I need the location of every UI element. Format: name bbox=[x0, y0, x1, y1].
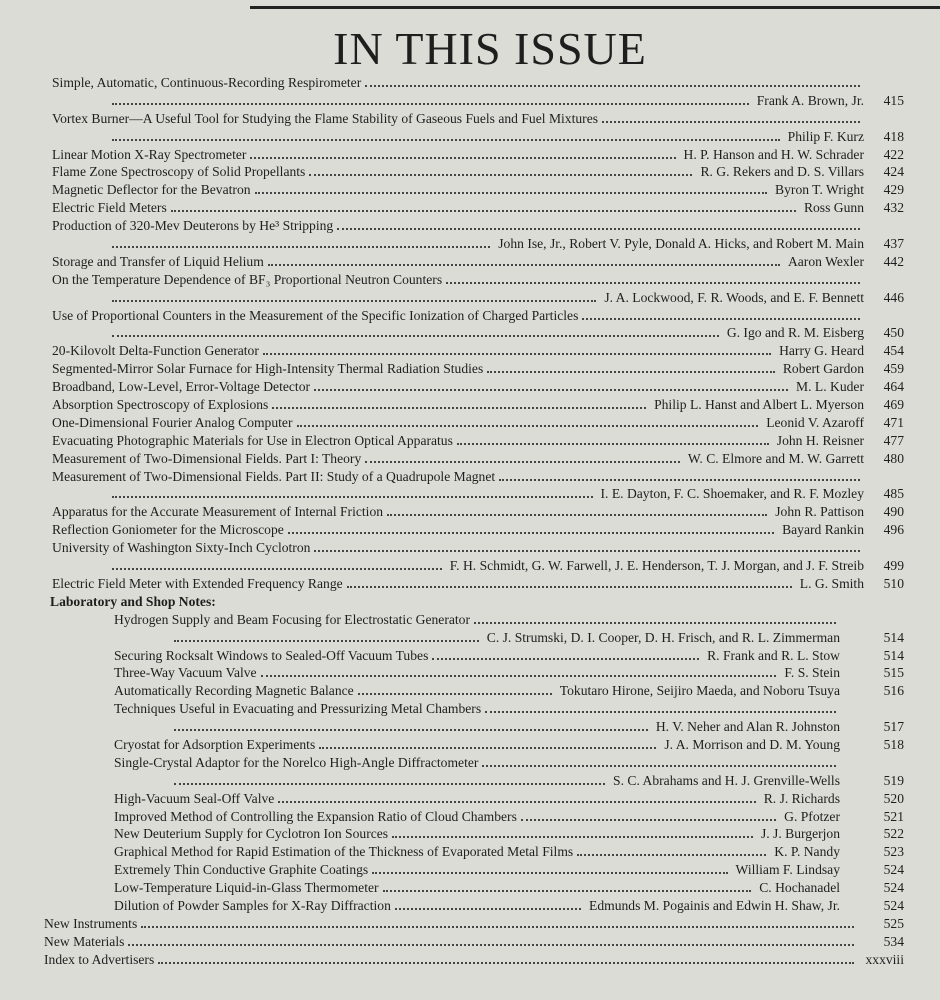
entry-title[interactable]: High-Vacuum Seal-Off Valve bbox=[114, 790, 275, 806]
entry-author: S. C. Abrahams and H. J. Grenville-Wells bbox=[609, 772, 840, 790]
entry-title[interactable]: Single-Crystal Adaptor for the Norelco High-Angle Diffractometer bbox=[114, 754, 479, 770]
toc-entry bbox=[44, 342, 904, 360]
entry-author: Harry G. Heard bbox=[775, 342, 864, 360]
toc-entry-author-row bbox=[44, 557, 904, 575]
entry-title[interactable]: Broadband, Low-Level, Error-Voltage Detector bbox=[52, 379, 311, 395]
dot-leader bbox=[272, 407, 646, 409]
dot-leader bbox=[365, 461, 680, 463]
dot-leader bbox=[395, 908, 581, 910]
entry-title[interactable]: One-Dimensional Fourier Analog Computer bbox=[52, 414, 293, 430]
page-title: IN THIS ISSUE bbox=[333, 23, 647, 74]
entry-page: xxxviii bbox=[865, 951, 904, 967]
dot-leader bbox=[457, 443, 769, 445]
entry-author: John R. Pattison bbox=[771, 503, 864, 521]
entry-title[interactable]: Flame Zone Spectroscopy of Solid Propellants bbox=[52, 164, 306, 180]
entry-page: 490 bbox=[883, 504, 904, 520]
dot-leader bbox=[582, 318, 860, 320]
entry-page: 480 bbox=[883, 450, 904, 466]
entry-author: M. L. Kuder bbox=[792, 378, 864, 396]
entry-page: 516 bbox=[883, 683, 904, 699]
toc-entry-title-row bbox=[44, 110, 904, 128]
entry-title[interactable]: New Deuterium Supply for Cyclotron Ion Sources bbox=[114, 826, 389, 842]
entry-page: 520 bbox=[883, 790, 904, 806]
dot-leader bbox=[112, 496, 593, 498]
entry-author: H. V. Neher and Alan R. Johnston bbox=[652, 718, 840, 736]
entry-page: 422 bbox=[883, 146, 904, 162]
entry-title[interactable]: Securing Rocksalt Windows to Sealed-Off Vacuum Tubes bbox=[114, 647, 429, 663]
toc-entry bbox=[44, 146, 904, 164]
toc-entry bbox=[44, 790, 904, 808]
entry-page: 415 bbox=[883, 92, 904, 108]
dot-leader bbox=[387, 514, 767, 516]
dot-leader bbox=[383, 890, 752, 892]
toc-entry bbox=[44, 897, 904, 915]
entry-title[interactable]: Reflection Goniometer for the Microscope bbox=[52, 522, 284, 538]
entry-author: Edmunds M. Pogainis and Edwin H. Shaw, Jr. bbox=[585, 897, 840, 915]
dot-leader bbox=[521, 819, 776, 821]
toc-entry bbox=[44, 396, 904, 414]
toc-entry-author-row bbox=[44, 324, 904, 342]
dot-leader bbox=[112, 300, 596, 302]
dot-leader bbox=[314, 550, 860, 552]
toc-entry-title-row bbox=[44, 271, 904, 289]
entry-title[interactable]: Segmented-Mirror Solar Furnace for High-Intensity Thermal Radiation Studies bbox=[52, 361, 484, 377]
entry-author: J. A. Lockwood, F. R. Woods, and E. F. Bennett bbox=[600, 289, 864, 307]
entry-author: John Ise, Jr., Robert V. Pyle, Donald A. Hicks, and Robert M. Main bbox=[494, 235, 864, 253]
entry-author: L. G. Smith bbox=[796, 575, 864, 593]
entry-title[interactable]: Automatically Recording Magnetic Balance bbox=[114, 683, 354, 699]
dot-leader bbox=[268, 264, 780, 266]
entry-author: Leonid V. Azaroff bbox=[762, 414, 864, 432]
entry-author: G. Pfotzer bbox=[780, 808, 840, 826]
toc-entry-title-row bbox=[44, 539, 904, 557]
entry-page: 521 bbox=[883, 808, 904, 824]
entry-author: R. Frank and R. L. Stow bbox=[703, 647, 840, 665]
dot-leader bbox=[261, 675, 777, 677]
entry-author: J. A. Morrison and D. M. Young bbox=[660, 736, 840, 754]
entry-title[interactable]: Measurement of Two-Dimensional Fields. Part I: Theory bbox=[52, 450, 362, 466]
entry-page: 485 bbox=[883, 486, 904, 502]
dot-leader bbox=[602, 121, 860, 123]
dot-leader bbox=[158, 962, 854, 964]
entry-page: 514 bbox=[883, 647, 904, 663]
toc-entry-author-row bbox=[44, 629, 904, 647]
toc-entry-title-row bbox=[44, 307, 904, 325]
entry-author: F. H. Schmidt, G. W. Farwell, J. E. Henderson, T. J. Morgan, and J. F. Streib bbox=[446, 557, 864, 575]
entry-page: 524 bbox=[883, 880, 904, 896]
entry-page: 522 bbox=[883, 826, 904, 842]
toc-entry-title-row bbox=[44, 217, 904, 235]
dot-leader bbox=[141, 926, 854, 928]
entry-page: 429 bbox=[883, 182, 904, 198]
entry-author: G. Igo and R. M. Eisberg bbox=[723, 324, 864, 342]
entry-author: H. P. Hanson and H. W. Schrader bbox=[680, 146, 864, 164]
entry-author: William F. Lindsay bbox=[732, 861, 840, 879]
entry-page: 517 bbox=[883, 719, 904, 735]
dot-leader bbox=[288, 532, 774, 534]
entry-title[interactable]: On the Temperature Dependence of BF₃ Proportional Neutron Counters bbox=[52, 271, 443, 287]
dot-leader bbox=[372, 872, 727, 874]
entry-title[interactable]: Apparatus for the Accurate Measurement of Internal Friction bbox=[52, 504, 384, 520]
toc-entry-author-row bbox=[44, 485, 904, 503]
entry-title[interactable]: Electric Field Meters bbox=[52, 200, 167, 216]
entry-page: 515 bbox=[883, 665, 904, 681]
entry-page: 446 bbox=[883, 289, 904, 305]
toc-tail-entry bbox=[44, 951, 904, 969]
entry-title[interactable]: Electric Field Meter with Extended Frequency Range bbox=[52, 575, 343, 591]
toc-entry bbox=[44, 861, 904, 879]
toc-entry bbox=[44, 163, 904, 181]
dot-leader bbox=[474, 622, 836, 624]
toc-entry-author-row bbox=[44, 92, 904, 110]
entry-page: 499 bbox=[883, 558, 904, 574]
entry-page: 459 bbox=[883, 361, 904, 377]
toc-entry bbox=[44, 360, 904, 378]
dot-leader bbox=[112, 246, 490, 248]
entry-page: 432 bbox=[883, 200, 904, 216]
dot-leader bbox=[485, 711, 836, 713]
toc-entry bbox=[44, 378, 904, 396]
entry-title[interactable]: Storage and Transfer of Liquid Helium bbox=[52, 253, 264, 269]
toc-entry-title-row bbox=[44, 611, 904, 629]
toc-entry bbox=[44, 575, 904, 593]
entry-author: Frank A. Brown, Jr. bbox=[753, 92, 864, 110]
entry-author: K. P. Nandy bbox=[770, 843, 840, 861]
entry-title[interactable]: Absorption Spectroscopy of Explosions bbox=[52, 397, 269, 413]
dot-leader bbox=[297, 425, 759, 427]
entry-page: 464 bbox=[883, 379, 904, 395]
dot-leader bbox=[174, 783, 605, 785]
entry-author: W. C. Elmore and M. W. Garrett bbox=[684, 450, 864, 468]
entry-title[interactable]: 20-Kilovolt Delta-Function Generator bbox=[52, 343, 259, 359]
toc-entry bbox=[44, 682, 904, 700]
dot-leader bbox=[112, 139, 780, 141]
dot-leader bbox=[446, 282, 860, 284]
entry-page: 510 bbox=[883, 575, 904, 591]
entry-page: 450 bbox=[883, 325, 904, 341]
toc-entry bbox=[44, 503, 904, 521]
toc-entry-title-row bbox=[44, 74, 904, 92]
toc-entry bbox=[44, 181, 904, 199]
entry-author: Aaron Wexler bbox=[784, 253, 864, 271]
entry-title[interactable]: Measurement of Two-Dimensional Fields. Part II: Study of a Quadrupole Magnet bbox=[52, 468, 496, 484]
entry-author: C. J. Strumski, D. I. Cooper, D. H. Frisch, and R. L. Zimmerman bbox=[483, 629, 840, 647]
entry-page: 525 bbox=[883, 915, 904, 931]
entry-title[interactable]: Graphical Method for Rapid Estimation of the Thickness of Evaporated Metal Films bbox=[114, 844, 574, 860]
entry-page: 437 bbox=[883, 236, 904, 252]
entry-author: Robert Gardon bbox=[779, 360, 864, 378]
dot-leader bbox=[337, 228, 860, 230]
dot-leader bbox=[112, 335, 719, 337]
dot-leader bbox=[499, 479, 860, 481]
dot-leader bbox=[255, 192, 768, 194]
entry-author: F. S. Stein bbox=[780, 664, 840, 682]
entry-title[interactable]: Cryostat for Adsorption Experiments bbox=[114, 736, 316, 752]
dot-leader bbox=[128, 944, 854, 946]
toc-tail-entry bbox=[44, 915, 904, 933]
section-heading: Laboratory and Shop Notes: bbox=[50, 593, 216, 609]
toc-entry bbox=[44, 414, 904, 432]
dot-leader bbox=[487, 371, 775, 373]
toc-entry-title-row bbox=[44, 468, 904, 486]
dot-leader bbox=[309, 174, 692, 176]
entry-title[interactable]: Hydrogen Supply and Beam Focusing for Electrostatic Generator bbox=[114, 611, 470, 627]
dot-leader bbox=[174, 640, 479, 642]
dot-leader bbox=[171, 210, 796, 212]
entry-page: 454 bbox=[883, 343, 904, 359]
dot-leader bbox=[482, 765, 836, 767]
dot-leader bbox=[278, 801, 755, 803]
entry-title[interactable]: Vortex Burner—A Useful Tool for Studying the Flame Stability of Gaseous Fuels and Fuel Mixtures bbox=[52, 110, 599, 126]
dot-leader bbox=[365, 85, 860, 87]
entry-author: Philip F. Kurz bbox=[784, 128, 864, 146]
entry-title[interactable]: Three-Way Vacuum Valve bbox=[114, 665, 257, 681]
toc-entry-title-row bbox=[44, 754, 904, 772]
entry-page: 471 bbox=[883, 414, 904, 430]
entry-title[interactable]: Evacuating Photographic Materials for Use in Electron Optical Apparatus bbox=[52, 432, 453, 448]
toc-entry-author-row bbox=[44, 718, 904, 736]
toc-entry bbox=[44, 664, 904, 682]
toc-entry bbox=[44, 825, 904, 843]
entry-page: 514 bbox=[883, 629, 904, 645]
entry-author: John H. Reisner bbox=[773, 432, 864, 450]
dot-leader bbox=[250, 157, 675, 159]
entry-page: 496 bbox=[883, 522, 904, 538]
entry-page: 477 bbox=[883, 432, 904, 448]
toc-entry bbox=[44, 843, 904, 861]
entry-author: Byron T. Wright bbox=[771, 181, 864, 199]
entry-author: Ross Gunn bbox=[800, 199, 864, 217]
entry-page: 442 bbox=[883, 253, 904, 269]
entry-page: 534 bbox=[883, 933, 904, 949]
top-rule bbox=[250, 6, 940, 9]
entry-author: Bayard Rankin bbox=[778, 521, 864, 539]
entry-title[interactable]: New Materials bbox=[44, 933, 125, 949]
toc-entry bbox=[44, 432, 904, 450]
toc-entry-author-row bbox=[44, 289, 904, 307]
dot-leader bbox=[314, 389, 788, 391]
entry-title[interactable]: Low-Temperature Liquid-in-Glass Thermometer bbox=[114, 880, 379, 896]
entry-title[interactable]: Linear Motion X-Ray Spectrometer bbox=[52, 146, 247, 162]
entry-title[interactable]: Index to Advertisers bbox=[44, 951, 155, 967]
entry-page: 524 bbox=[883, 862, 904, 878]
toc-entry bbox=[44, 647, 904, 665]
entry-author: I. E. Dayton, F. C. Shoemaker, and R. F. Mozley bbox=[597, 485, 864, 503]
entry-title[interactable]: Improved Method of Controlling the Expansion Ratio of Cloud Chambers bbox=[114, 808, 517, 824]
entry-author: C. Hochanadel bbox=[755, 879, 840, 897]
entry-page: 418 bbox=[883, 128, 904, 144]
dot-leader bbox=[392, 836, 753, 838]
dot-leader bbox=[319, 747, 656, 749]
entry-page: 519 bbox=[883, 772, 904, 788]
entry-title[interactable]: Dilution of Powder Samples for X-Ray Diffraction bbox=[114, 897, 391, 913]
entry-title[interactable]: Techniques Useful in Evacuating and Pressurizing Metal Chambers bbox=[114, 701, 482, 717]
entry-page: 518 bbox=[883, 736, 904, 752]
entry-title[interactable]: Simple, Automatic, Continuous-Recording Respirometer bbox=[52, 75, 362, 90]
table-of-contents bbox=[44, 74, 904, 969]
toc-entry-author-row bbox=[44, 128, 904, 146]
dot-leader bbox=[432, 658, 699, 660]
dot-leader bbox=[347, 586, 792, 588]
entry-page: 424 bbox=[883, 164, 904, 180]
entry-title[interactable]: University of Washington Sixty-Inch Cyclotron bbox=[52, 540, 311, 556]
entry-author: R. J. Richards bbox=[760, 790, 840, 808]
entry-title[interactable]: Extremely Thin Conductive Graphite Coatings bbox=[114, 862, 369, 878]
toc-entry-author-row bbox=[44, 235, 904, 253]
dot-leader bbox=[577, 854, 766, 856]
toc-entry-author-row bbox=[44, 772, 904, 790]
entry-page: 524 bbox=[883, 897, 904, 913]
entry-title[interactable]: New Instruments bbox=[44, 915, 138, 931]
dot-leader bbox=[112, 568, 442, 570]
toc-tail-entry bbox=[44, 933, 904, 951]
entry-author: Philip L. Hanst and Albert L. Myerson bbox=[650, 396, 864, 414]
toc-entry bbox=[44, 808, 904, 826]
toc-entry bbox=[44, 521, 904, 539]
entry-page: 523 bbox=[883, 844, 904, 860]
dot-leader bbox=[263, 353, 771, 355]
toc-entry bbox=[44, 736, 904, 754]
dot-leader bbox=[174, 729, 648, 731]
dot-leader bbox=[358, 693, 552, 695]
entry-title[interactable]: Magnetic Deflector for the Bevatron bbox=[52, 182, 251, 198]
toc-entry bbox=[44, 253, 904, 271]
entry-title[interactable]: Use of Proportional Counters in the Measurement of the Specific Ionization of Charged Particles bbox=[52, 307, 579, 323]
entry-page: 469 bbox=[883, 397, 904, 413]
toc-entry bbox=[44, 879, 904, 897]
toc-entry bbox=[44, 450, 904, 468]
entry-author: R. G. Rekers and D. S. Villars bbox=[696, 163, 864, 181]
entry-author: J. J. Burgerjon bbox=[757, 825, 840, 843]
entry-title[interactable]: Production of 320-Mev Deuterons by He³ Stripping bbox=[52, 218, 334, 234]
toc-entry-title-row bbox=[44, 700, 904, 718]
entry-author: Tokutaro Hirone, Seijiro Maeda, and Noboru Tsuya bbox=[556, 682, 840, 700]
dot-leader bbox=[112, 103, 749, 105]
toc-entry bbox=[44, 199, 904, 217]
